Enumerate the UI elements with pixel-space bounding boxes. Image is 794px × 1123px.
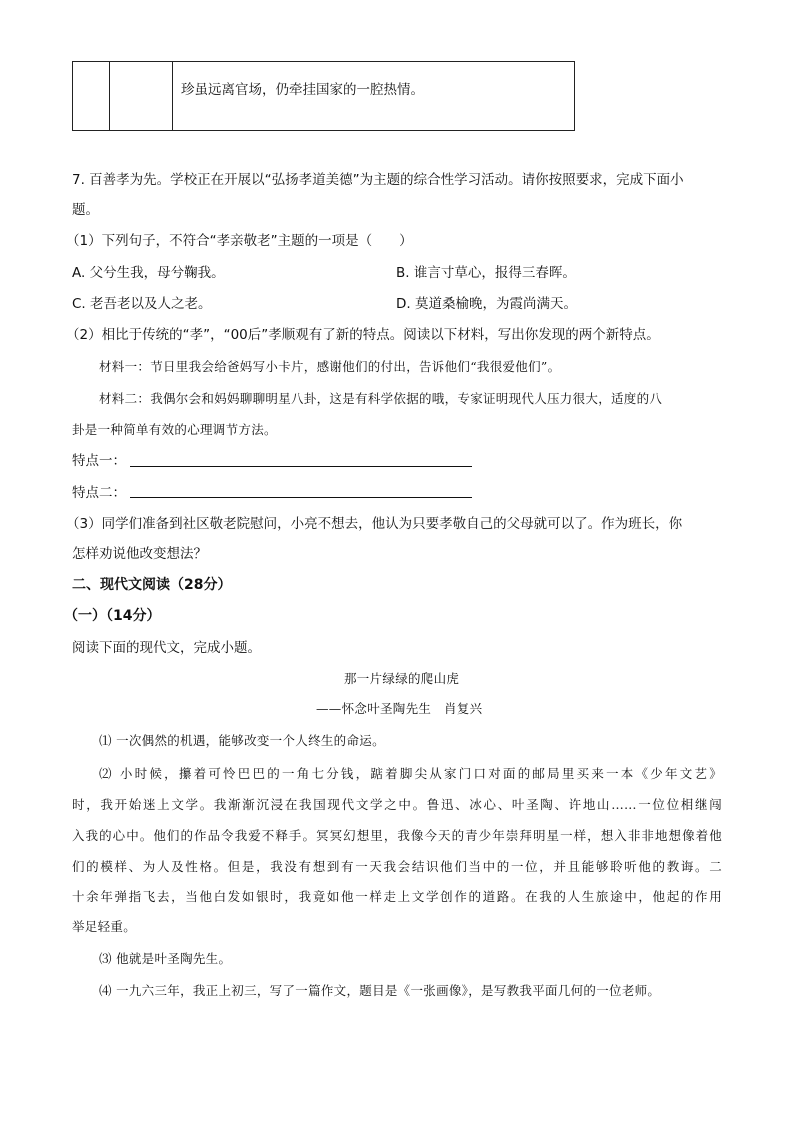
part-one-heading: （一）（14分） bbox=[64, 608, 161, 624]
article-subtitle: ——怀念叶圣陶先生 肖复兴 bbox=[316, 701, 483, 716]
feature-two-blank[interactable] bbox=[130, 497, 472, 498]
option-b: B. 谁言寸草心，报得三春晖。 bbox=[396, 265, 576, 281]
section-two-heading: 二、现代文阅读（28分） bbox=[72, 577, 232, 593]
material-two-line2: 卦是一种简单有效的心理调节方法。 bbox=[72, 422, 277, 437]
feature-one-blank[interactable] bbox=[130, 466, 472, 467]
paragraph-2-line2: 时，我开始迷上文学。我渐渐沉浸在我国现代文学之中。鲁迅、冰心、叶圣陶、许地山……一位位相继闯 bbox=[72, 797, 722, 812]
paragraph-1: ⑴ 一次偶然的机遇，能够改变一个人终生的命运。 bbox=[99, 733, 385, 748]
material-one: 材料一：节日里我会给爸妈写小卡片，感谢他们的付出，告诉他们“我很爱他们”。 bbox=[99, 359, 561, 374]
table-cell-empty-1 bbox=[73, 62, 110, 131]
feature-two-label: 特点二： bbox=[72, 485, 126, 501]
paragraph-2-line4: 们的模样、为人及性格。但是，我没有想到有一天我会结识他们当中的一位，并且能够聆听他的教诲。二 bbox=[72, 859, 722, 874]
paragraph-2-line1: ⑵ 小时候，攥着可怜巴巴的一角七分钱，踮着脚尖从家门口对面的邮局里买来一本《少年文艺》 bbox=[99, 766, 722, 781]
feature-one-label: 特点一： bbox=[72, 453, 126, 469]
q7-sub3-line2: 怎样劝说他改变想法？ bbox=[72, 546, 207, 562]
option-a: A. 父兮生我，母兮鞠我。 bbox=[72, 265, 225, 281]
paragraph-2-line6: 举足轻重。 bbox=[72, 919, 137, 934]
option-d: D. 莫道桑榆晚，为霞尚满天。 bbox=[396, 296, 577, 312]
q7-stem-line2: 题。 bbox=[72, 202, 99, 218]
paragraph-4: ⑷ 一九六三年，我正上初三，写了一篇作文，题目是《一张画像》，是写教我平面几何的一位老师。 bbox=[99, 983, 661, 998]
paragraph-2-line3: 入我的心中。他们的作品令我爱不释手。冥冥幻想里，我像今天的青少年崇拜明星一样，想入非非地想像着他 bbox=[72, 828, 722, 843]
paragraph-3: ⑶ 他就是叶圣陶先生。 bbox=[99, 951, 232, 966]
q7-sub3-line1: （3）同学们准备到社区敬老院慰问，小亮不想去，他认为只要孝敬自己的父母就可以了。作为班长，你 bbox=[66, 516, 683, 532]
table-cell-empty-2 bbox=[110, 62, 173, 131]
q7-stem-line1: 7. 百善孝为先。学校正在开展以“弘扬孝道美德”为主题的综合性学习活动。请你按照要求，完成下面小 bbox=[72, 172, 684, 188]
article-title: 那一片绿绿的爬山虎 bbox=[344, 671, 460, 686]
material-two-line1: 材料二：我偶尔会和妈妈聊聊明星八卦，这是有科学依据的哦，专家证明现代人压力很大，适度的八 bbox=[99, 391, 663, 406]
q7-sub1: （1）下列句子，不符合“孝亲敬老”主题的一项是（ ） bbox=[66, 233, 413, 249]
reading-instruction: 阅读下面的现代文，完成小题。 bbox=[72, 640, 261, 656]
table-cell-text: 珍虽远离官场，仍牵挂国家的一腔热情。 bbox=[173, 62, 575, 131]
paragraph-2-line5: 十余年弹指飞去，当他白发如银时，我竟如他一样走上文学创作的道路。在我的人生旅途中，他起的作用 bbox=[72, 889, 722, 904]
q7-sub2: （2）相比于传统的“孝”，“00后”孝顺观有了新的特点。阅读以下材料，写出你发现的两个新特点。 bbox=[66, 327, 660, 343]
option-c: C. 老吾老以及人之老。 bbox=[72, 296, 212, 312]
continued-answer-table bbox=[72, 61, 575, 131]
